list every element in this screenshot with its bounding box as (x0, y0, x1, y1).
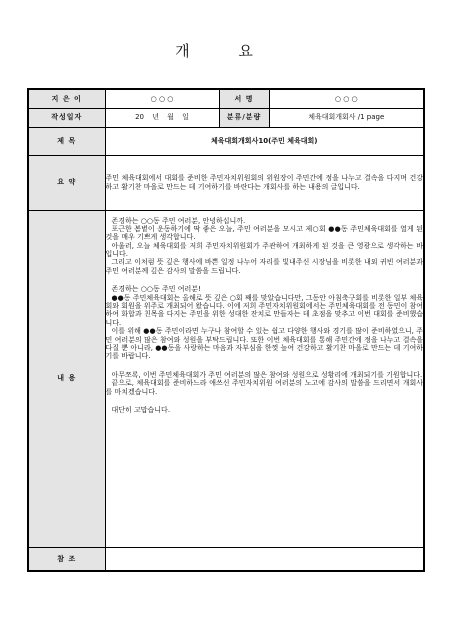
summary-row (28, 155, 424, 210)
content-label: 내 용 (28, 210, 105, 547)
author-label: 지 은 이 (28, 89, 105, 108)
content-paragraph: 아무쪼록, 이번 주민체육대회가 주민 여러분의 많은 참여와 성원으로 성황리에 개최되기를 기원합니다. (111, 370, 423, 379)
date-row (28, 108, 424, 127)
content-paragraph: ●●동 주민체육대회는 올해로 뜻 깊은 ○회 째를 맞았습니다만, 그동안 아침축구회를 비롯한 일부 체육회와 회원을 위주로 개최되어 왔습니다. 이에 저희 주민자치위원회에서는 주민체육대회를 전 동민이 참여하여 화합과 친목을 다지는 주민을 위한 성대한 잔치로 만들자는 데 초점을 맞추고 이번 대회를 준비했습니다. (105, 293, 423, 327)
content-paragraph: 존경하는 ○○동 주민 여러분, 안녕하십니까. (111, 216, 246, 225)
title-value: 체육대회개회사10(주민 체육대회) (105, 127, 424, 155)
reviewer-label: 서 명 (219, 89, 269, 108)
content-paragraph: 끝으로, 체육대회를 준비하느라 애쓰신 주민자치위원 여러분의 노고에 감사의 말씀을 드리면서 개회사를 마치겠습니다. (105, 379, 423, 396)
author-value: ○ ○ ○ (105, 89, 219, 108)
title-label: 제 목 (28, 127, 105, 155)
content-paragraph: 이를 위해 ●●동 주민이라면 누구나 참여할 수 있는 쉽고 다양한 행사와 경기를 많이 준비하였으니, 주민 여러분의 많은 참여와 성원을 부탁드립니다. 또한 이번 체육대회를 통해 주민간에 정을 나누고 결속을 다질 뿐 아니라, ●●동을 사랑하는 마음과 자부심을 한껏 높여 건강하고 활기찬 마을로 만드는 데 기여하기를 바랍니다. (105, 327, 423, 361)
content-paragraph: 존경하는 ○○동 주민 여러분! (111, 285, 201, 294)
category-label: 분류/분량 (219, 108, 269, 127)
content-paragraph: 아울러, 오늘 체육대회를 저희 주민자치위원회가 주관하여 개최하게 된 것을 큰 영광으로 생각하는 바입니다. (105, 241, 423, 259)
reference-label: 참 조 (28, 547, 105, 571)
content-paragraph: 그리고 이처럼 뜻 깊은 행사에 바쁜 일정 나누어 자리를 빛내주신 시장님을 비롯한 내외 귀빈 여러분과 주민 여러분께 깊은 감사의 말씀을 드립니다. (105, 258, 423, 275)
title-row (28, 127, 424, 155)
reference-value (105, 547, 424, 571)
content-row (28, 210, 424, 547)
author-row (28, 89, 424, 108)
content-paragraph: 대단히 고맙습니다. (111, 405, 171, 414)
summary-text: 주민 체육대회에서 대회를 준비한 주민자치위원회의 위원장이 주민간에 정을 나누고 결속을 다지며 건강하고 활기찬 마을로 만드는 데 기여하기를 바란다는 개회사를 하는 내용의 글입니다. (105, 155, 424, 210)
content-paragraph: 포근한 봄볕이 운동하기에 딱 좋은 오늘, 주민 여러분을 모시고 제○회 ●●동 주민체육대회를 열게 된 것을 매우 기쁘게 생각합니다. (105, 224, 423, 242)
category-value: 체육대회개회사 /1 page (269, 108, 424, 127)
reviewer-value: ○ ○ ○ (269, 89, 424, 108)
content-body (105, 210, 424, 547)
summary-label: 요 약 (28, 155, 105, 210)
overview-form-table (27, 88, 425, 572)
document-title: 개 요 (175, 42, 275, 60)
date-value: 20 년 월 일 (105, 108, 219, 127)
date-label: 작성일자 (28, 108, 105, 127)
reference-row (28, 547, 424, 571)
